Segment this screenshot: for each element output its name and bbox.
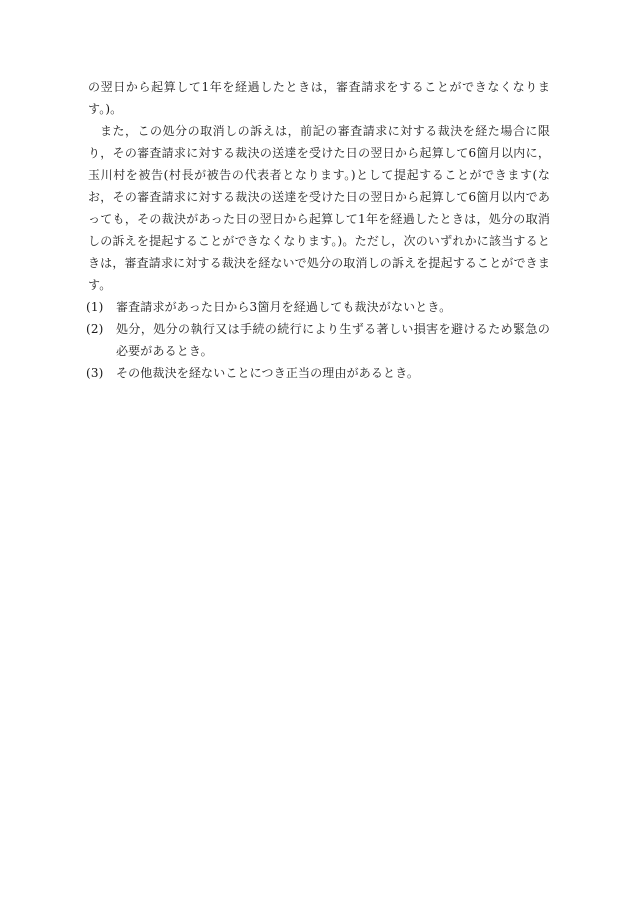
list-item-text: その他裁決を経ないことにつき正当の理由があるとき。 bbox=[116, 366, 420, 380]
list-item-text: 処分，処分の執行又は手続の続行により生ずる著しい損害を避けるため緊急の必要があるとき。 bbox=[116, 322, 550, 358]
list-item-number: (1) bbox=[86, 300, 104, 314]
list-item bbox=[88, 362, 550, 384]
list-item-text: 審査請求があった日から3箇月を経過しても裁決がないとき。 bbox=[116, 300, 452, 314]
conditions-list bbox=[88, 296, 550, 384]
list-item-number: (3) bbox=[86, 366, 104, 380]
list-item bbox=[88, 318, 550, 362]
list-item-number: (2) bbox=[86, 322, 104, 336]
paragraph-lawsuit-notice: また，この処分の取消しの訴えは，前記の審査請求に対する裁決を経た場合に限り，その審査請求に対する裁決の送達を受けた日の翌日から起算して6箇月以内に，玉川村を被告(村長が被告の代表者となります。)として提起することができます(なお，その審査請求に対する裁決の送達を受けた日の翌日から起算して6箇月以内であっても，その裁決があった日の翌日から起算して1年を経過したときは，処分の取消しの訴えを提起することができなくなります。)。ただし，次のいずれかに該当するときは，審査請求に対する裁決を経ないで処分の取消しの訴えを提起することができます。 bbox=[88, 124, 550, 292]
list-item bbox=[88, 296, 550, 318]
document-page bbox=[88, 76, 550, 384]
paragraph-continuation: の翌日から起算して1年を経過したときは，審査請求をすることができなくなります。)。 bbox=[88, 80, 550, 116]
